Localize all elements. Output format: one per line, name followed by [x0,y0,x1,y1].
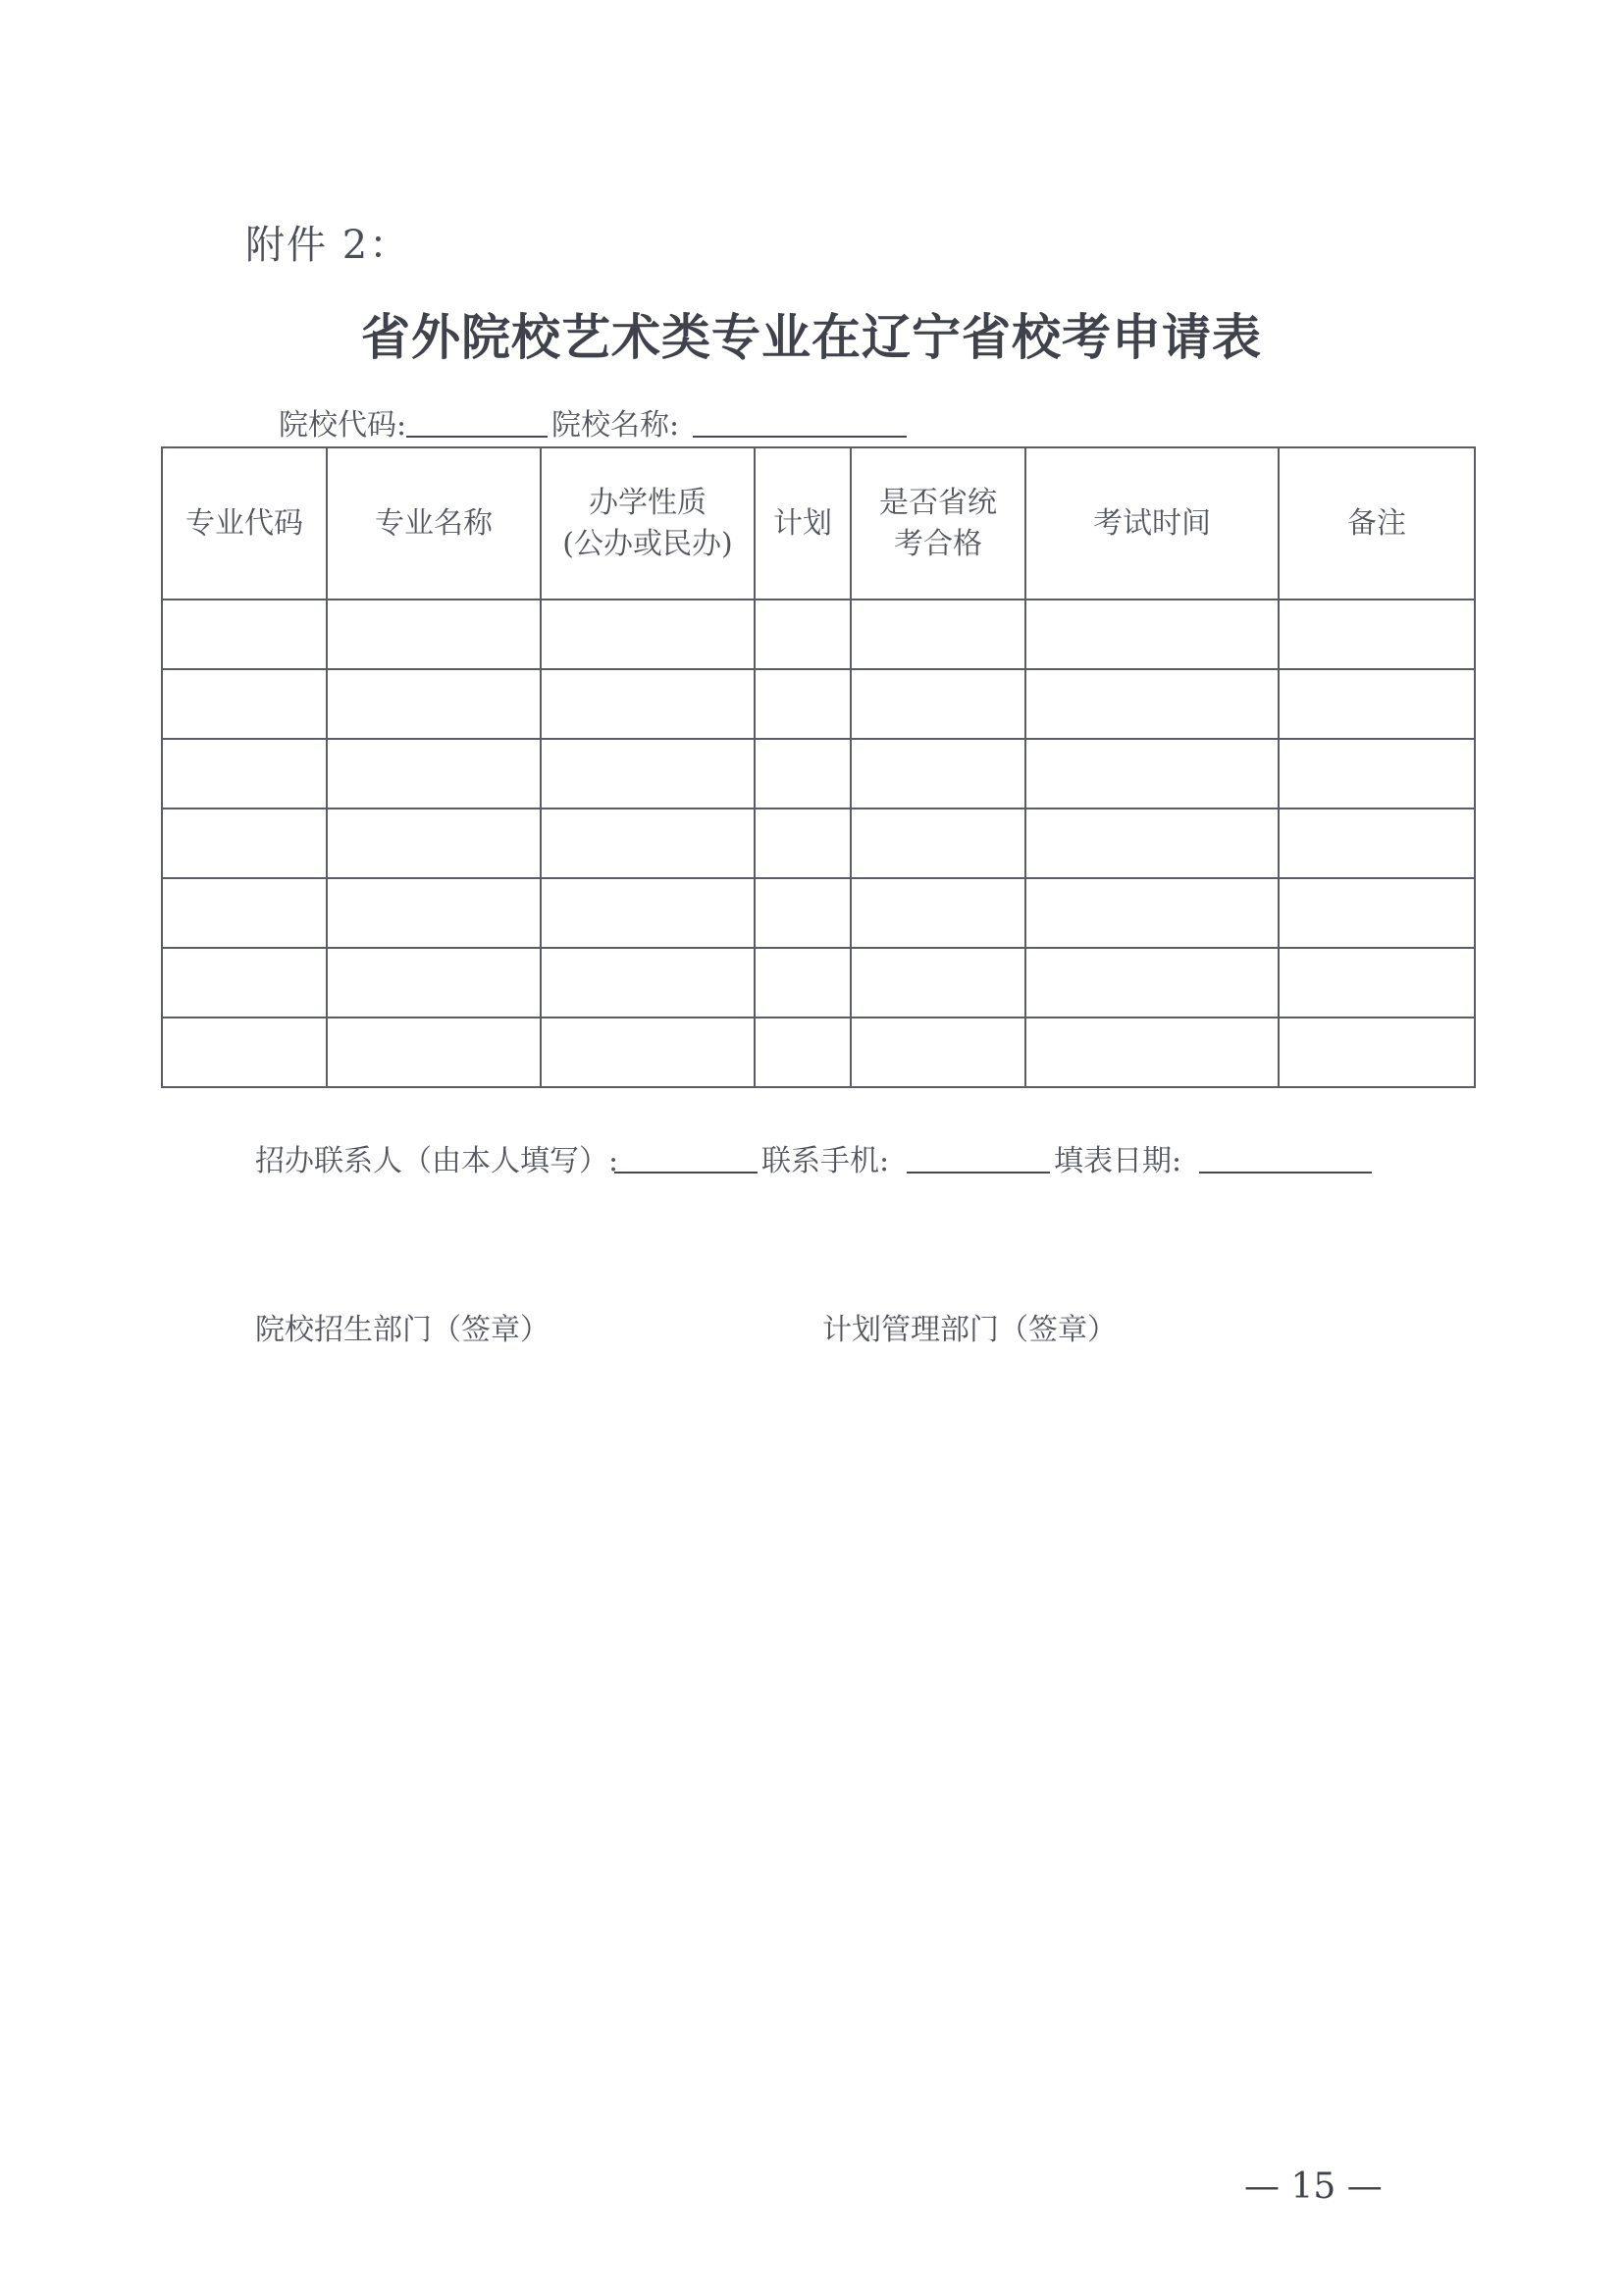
table-cell[interactable] [755,1018,851,1087]
table-cell[interactable] [1279,600,1475,669]
table-cell[interactable] [851,948,1025,1018]
table-cell[interactable] [541,878,755,948]
table-cell[interactable] [755,669,851,739]
table-cell[interactable] [1025,669,1279,739]
table-cell[interactable] [162,1018,327,1087]
table-cell[interactable] [851,878,1025,948]
table-cell[interactable] [327,600,541,669]
phone-label: 联系手机: [761,1144,890,1178]
table-row [162,948,1475,1018]
school-name-label: 院校名称: [551,408,680,443]
table-cell[interactable] [162,948,327,1018]
application-table [161,446,1476,1088]
table-cell[interactable] [541,600,755,669]
table-cell[interactable] [1279,669,1475,739]
table-cell[interactable] [541,1018,755,1087]
school-name-field[interactable] [693,396,907,438]
table-cell[interactable] [1279,878,1475,948]
table-row [162,739,1475,809]
table-cell[interactable] [755,948,851,1018]
table-cell[interactable] [327,1018,541,1087]
page-title: 省外院校艺术类专业在辽宁省校考申请表 [361,308,1262,366]
table-cell[interactable] [1279,809,1475,878]
table-cell[interactable] [327,878,541,948]
table-row [162,809,1475,878]
table-cell[interactable] [1025,739,1279,809]
table-row [162,878,1475,948]
table-cell[interactable] [755,809,851,878]
table-cell[interactable] [755,739,851,809]
table-cell[interactable] [327,669,541,739]
table-row [162,1018,1475,1087]
table-cell[interactable] [1025,600,1279,669]
table-cell[interactable] [327,948,541,1018]
table-cell[interactable] [162,669,327,739]
table-cell[interactable] [541,739,755,809]
table-cell[interactable] [162,878,327,948]
table-row [162,669,1475,739]
table-cell[interactable] [851,1018,1025,1087]
table-cell[interactable] [1025,948,1279,1018]
column-header: 专业名称 [327,447,541,600]
date-label: 填表日期: [1054,1144,1182,1178]
table-cell[interactable] [541,669,755,739]
table-cell[interactable] [1025,809,1279,878]
table-cell[interactable] [851,600,1025,669]
table-cell[interactable] [755,600,851,669]
table-cell[interactable] [1025,1018,1279,1087]
column-header: 计划 [755,447,851,600]
page-number: — 15 — [1244,2166,1383,2207]
table-cell[interactable] [541,948,755,1018]
column-header: 备注 [1279,447,1475,600]
column-header: 考试时间 [1025,447,1279,600]
column-header: 是否省统 考合格 [851,447,1025,600]
contact-field[interactable] [614,1132,758,1174]
attachment-label: 附件 2： [245,223,411,268]
table-cell[interactable] [327,739,541,809]
table-cell[interactable] [162,739,327,809]
table-row [162,600,1475,669]
table-cell[interactable] [541,809,755,878]
table-cell[interactable] [1025,878,1279,948]
table-cell[interactable] [1279,948,1475,1018]
school-code-field[interactable] [406,396,548,438]
table-header-row [162,447,1475,600]
table-cell[interactable] [162,600,327,669]
table-cell[interactable] [851,739,1025,809]
table-cell[interactable] [851,809,1025,878]
contact-label: 招办联系人（由本人填写）: [255,1144,619,1178]
planning-dept-seal: 计划管理部门（签章） [822,1313,1117,1347]
table-cell[interactable] [327,809,541,878]
column-header: 专业代码 [162,447,327,600]
table-cell[interactable] [1279,739,1475,809]
date-field[interactable] [1199,1132,1372,1174]
table-cell[interactable] [1279,1018,1475,1087]
table-cell[interactable] [851,669,1025,739]
admissions-dept-seal: 院校招生部门（签章） [255,1313,550,1347]
phone-field[interactable] [907,1132,1050,1174]
school-code-label: 院校代码: [279,408,407,443]
table-cell[interactable] [162,809,327,878]
table-cell[interactable] [755,878,851,948]
column-header: 办学性质 (公办或民办) [541,447,755,600]
